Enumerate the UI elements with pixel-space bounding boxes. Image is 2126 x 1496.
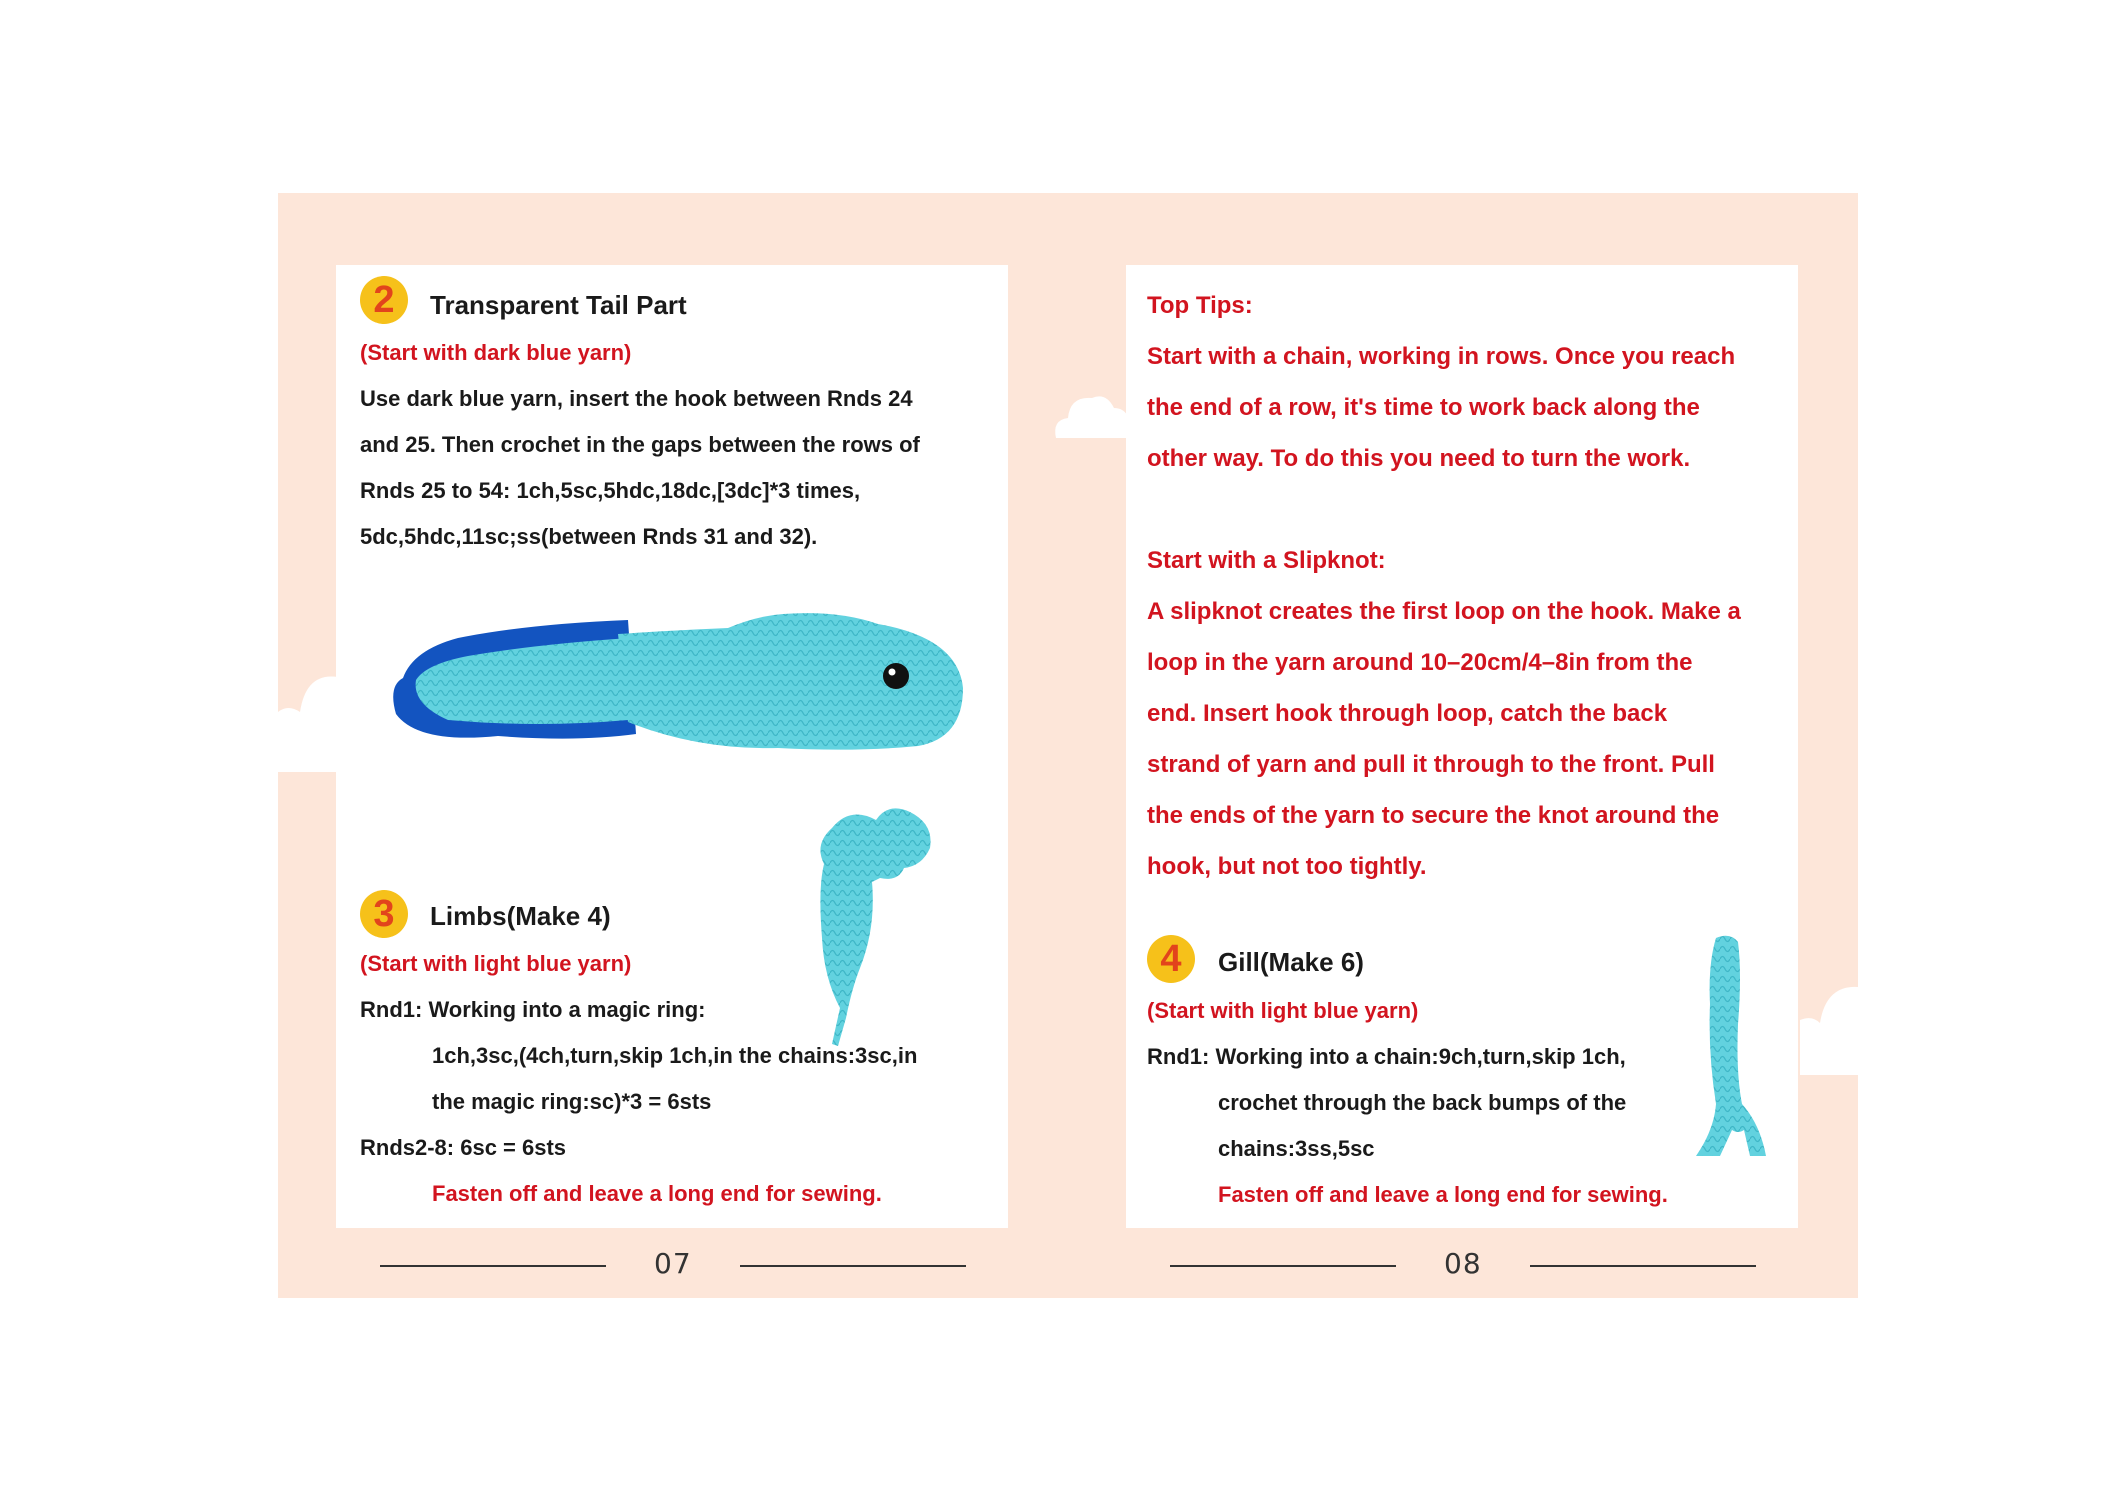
yarn-note-light-blue: (Start with light blue yarn)	[360, 951, 632, 976]
step-badge-3: 3	[360, 890, 408, 938]
limbs-rnd1-cont2: the magic ring:sc)*3 = 6sts	[432, 1089, 712, 1114]
tips-line-1: Start with a chain, working in rows. Once you reach	[1147, 343, 1736, 370]
cloud-right	[1800, 985, 1858, 1075]
limbs-fasten-note: Fasten off and leave a long end for sewing.	[432, 1181, 882, 1206]
section-title-limbs: Limbs(Make 4)	[430, 901, 611, 931]
tail-line-2: and 25. Then crochet in the gaps between the rows of	[360, 432, 920, 457]
step-badge-2: 2	[360, 276, 408, 324]
footer-rule-right-a	[1170, 1265, 1396, 1267]
slipknot-line-2: loop in the yarn around 10–20cm/4–8in from the	[1147, 649, 1693, 676]
slipknot-block	[1147, 535, 1741, 892]
crochet-limb-image	[810, 808, 940, 1048]
tail-instructions	[360, 376, 920, 560]
gill-rnd1-label: Rnd1: Working into a chain:9ch,turn,skip 1ch,	[1147, 1044, 1626, 1069]
tips-line-2: the end of a row, it's time to work back along the	[1147, 394, 1700, 421]
step-badge-4: 4	[1147, 935, 1195, 983]
slipknot-line-3: end. Insert hook through loop, catch the back	[1147, 700, 1668, 727]
footer-rule-right-b	[1530, 1265, 1756, 1267]
cloud-left	[278, 672, 338, 772]
slipknot-title: Start with a Slipknot:	[1147, 547, 1386, 574]
top-tips-block	[1147, 280, 1735, 484]
tail-line-4: 5dc,5hdc,11sc;ss(between Rnds 31 and 32).	[360, 524, 818, 549]
gill-yarn-note: (Start with light blue yarn)	[1147, 998, 1419, 1023]
footer-rule-left-b	[740, 1265, 966, 1267]
limbs-rnd1-cont1: 1ch,3sc,(4ch,turn,skip 1ch,in the chains:3sc,in	[432, 1043, 918, 1068]
crochet-gill-image	[1680, 934, 1780, 1158]
slipknot-line-4: strand of yarn and pull it through to the front. Pull	[1147, 751, 1715, 778]
footer-rule-left-a	[380, 1265, 606, 1267]
page-number-08: 08	[1444, 1247, 1482, 1280]
cloud-middle	[1052, 390, 1132, 440]
slipknot-line-6: hook, but not too tightly.	[1147, 853, 1427, 880]
gill-fasten-note: Fasten off and leave a long end for sewing.	[1218, 1182, 1668, 1207]
gill-rnd1-cont1: crochet through the back bumps of the	[1218, 1090, 1627, 1115]
tail-line-1: Use dark blue yarn, insert the hook between Rnds 24	[360, 386, 913, 411]
limbs-rnds2-8: Rnds2-8: 6sc = 6sts	[360, 1135, 567, 1160]
page-number-07: 07	[654, 1247, 692, 1280]
crochet-body-image	[378, 608, 978, 758]
tail-line-3: Rnds 25 to 54: 1ch,5sc,5hdc,18dc,[3dc]*3 times,	[360, 478, 861, 503]
limbs-rnd1-label: Rnd1: Working into a magic ring:	[360, 997, 706, 1022]
gill-rnd1-cont2: chains:3ss,5sc	[1218, 1136, 1375, 1161]
slipknot-line-5: the ends of the yarn to secure the knot around the	[1147, 802, 1720, 829]
section-title-tail: Transparent Tail Part	[430, 290, 687, 320]
top-tips-title: Top Tips:	[1147, 292, 1253, 319]
yarn-note-dark-blue: (Start with dark blue yarn)	[360, 340, 632, 365]
tips-line-3: other way. To do this you need to turn the work.	[1147, 445, 1691, 472]
section-title-gill: Gill(Make 6)	[1218, 947, 1364, 977]
slipknot-line-1: A slipknot creates the first loop on the hook. Make a	[1147, 598, 1741, 625]
